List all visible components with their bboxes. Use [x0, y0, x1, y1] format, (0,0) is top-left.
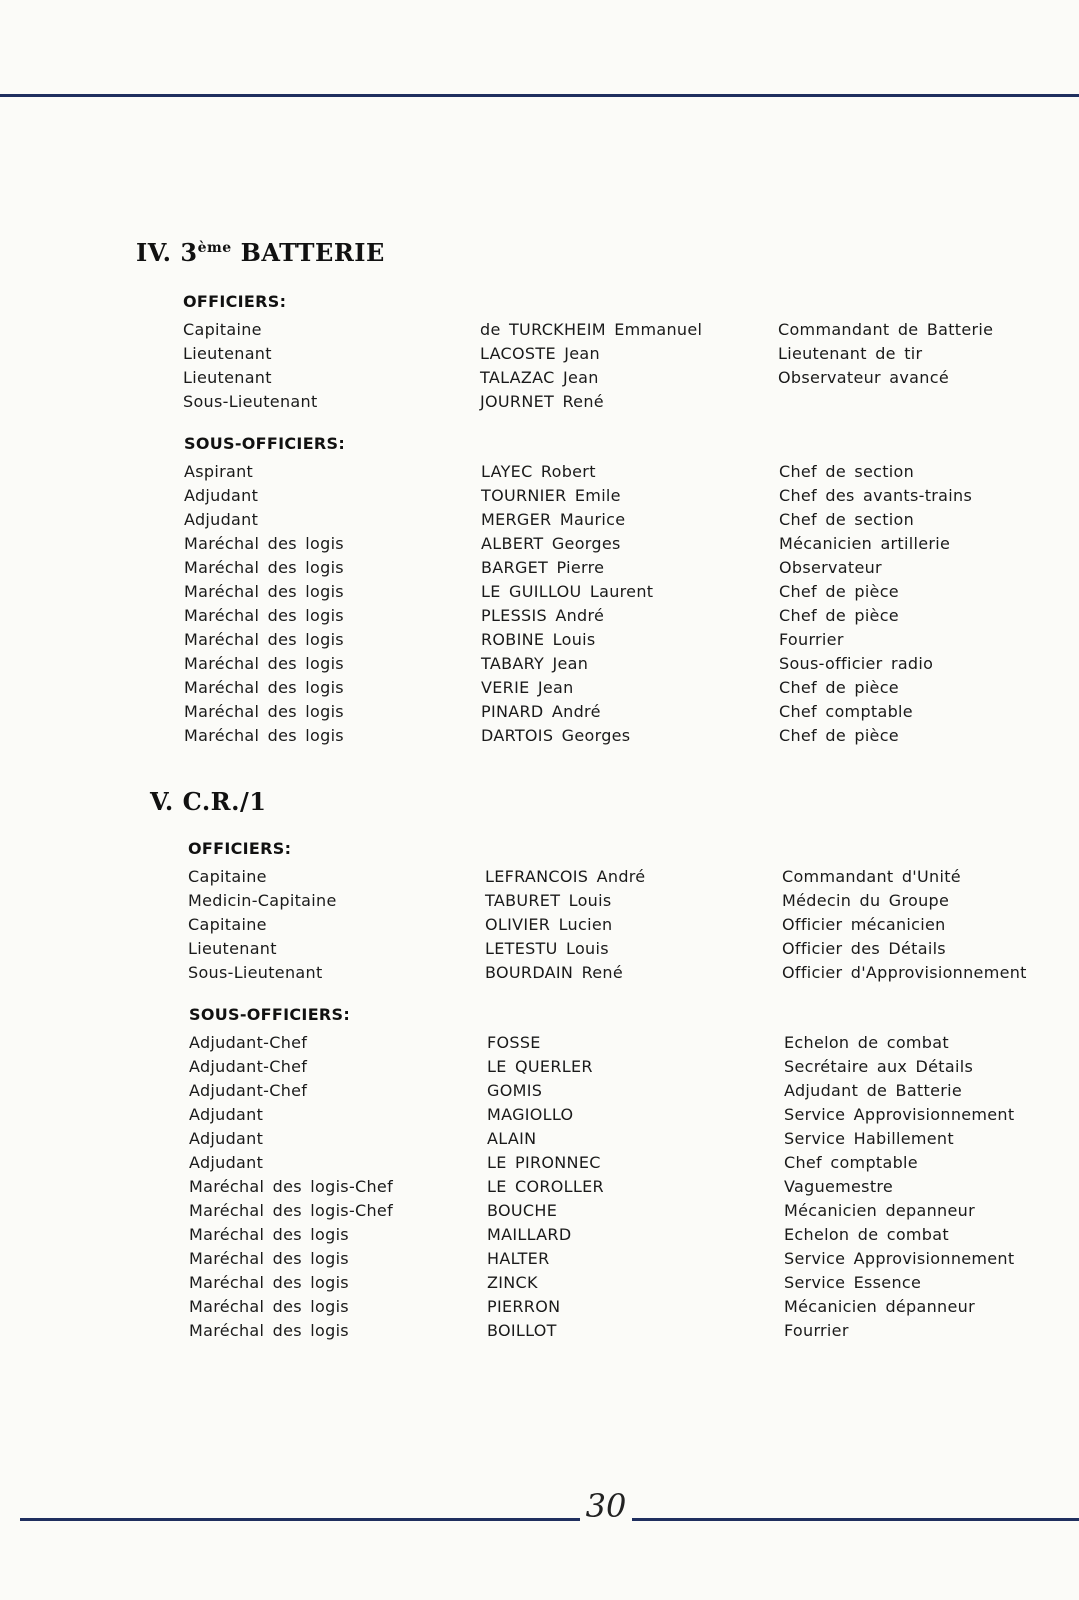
role-cell: Fourrier — [779, 630, 844, 649]
role-cell: Chef de pièce — [779, 726, 899, 745]
rank-cell: Adjudant-Chef — [189, 1081, 308, 1100]
role-cell: Secrétaire aux Détails — [784, 1057, 974, 1076]
name-cell: ROBINE Louis — [481, 630, 596, 649]
role-cell: Médecin du Groupe — [782, 891, 950, 910]
role-cell: Service Essence — [784, 1273, 922, 1292]
name-cell: MAGIOLLO — [487, 1105, 574, 1124]
sous-officiers-heading: SOUS-OFFICIERS: — [189, 1005, 351, 1024]
name-column — [487, 1031, 604, 1343]
name-cell: JOURNET René — [480, 392, 604, 411]
role-cell: Fourrier — [784, 1321, 849, 1340]
role-cell: Commandant de Batterie — [778, 320, 994, 339]
name-cell: LE COROLLER — [487, 1177, 604, 1196]
rank-cell: Lieutenant — [188, 939, 277, 958]
rank-cell: Capitaine — [188, 915, 267, 934]
name-cell: HALTER — [487, 1249, 550, 1268]
rank-cell: Maréchal des logis — [189, 1273, 349, 1292]
footer-rule-left — [20, 1518, 580, 1521]
section-title-text: BATTERIE — [240, 238, 385, 267]
name-cell: LE GUILLOU Laurent — [481, 582, 654, 601]
name-cell: LACOSTE Jean — [480, 344, 600, 363]
rank-column — [189, 1031, 393, 1343]
name-cell: TOURNIER Emile — [481, 486, 621, 505]
rank-cell: Medicin-Capitaine — [188, 891, 337, 910]
rank-cell: Maréchal des logis-Chef — [189, 1201, 394, 1220]
sous-officiers-heading: SOUS-OFFICIERS: — [184, 434, 346, 453]
role-cell: Observateur avancé — [778, 368, 949, 387]
role-cell: Chef de pièce — [779, 678, 899, 697]
section-title-v — [150, 787, 266, 816]
rank-cell: Adjudant-Chef — [189, 1057, 308, 1076]
rank-cell: Adjudant — [189, 1105, 264, 1124]
role-cell: Chef des avants-trains — [779, 486, 973, 505]
rank-cell: Maréchal des logis — [184, 702, 344, 721]
rank-cell: Aspirant — [184, 462, 254, 481]
role-column — [784, 1031, 1014, 1343]
rank-cell: Maréchal des logis — [184, 582, 344, 601]
role-cell: Chef comptable — [779, 702, 913, 721]
rank-cell: Lieutenant — [183, 368, 272, 387]
name-cell: MAILLARD — [487, 1225, 572, 1244]
name-cell: PLESSIS André — [481, 606, 605, 625]
name-cell: PINARD André — [481, 702, 601, 721]
name-cell: ZINCK — [487, 1273, 538, 1292]
rank-cell: Sous-Lieutenant — [188, 963, 323, 982]
name-cell: LE QUERLER — [487, 1057, 593, 1076]
top-rule — [0, 94, 1079, 97]
rank-cell: Maréchal des logis — [189, 1225, 349, 1244]
section-numeral: IV. — [136, 238, 172, 267]
name-cell: PIERRON — [487, 1297, 561, 1316]
rank-cell: Sous-Lieutenant — [183, 392, 318, 411]
name-cell: OLIVIER Lucien — [485, 915, 613, 934]
officiers-heading: OFFICIERS: — [183, 292, 287, 311]
rank-cell: Adjudant — [189, 1153, 264, 1172]
page-number: 30 — [585, 1487, 627, 1525]
name-cell: DARTOIS Georges — [481, 726, 631, 745]
name-cell: LEFRANCOIS André — [485, 867, 646, 886]
rank-column — [183, 318, 318, 414]
rank-cell: Maréchal des logis — [189, 1321, 349, 1340]
role-cell: Mécanicien dépanneur — [784, 1297, 975, 1316]
rank-cell: Maréchal des logis — [184, 534, 344, 553]
name-cell: GOMIS — [487, 1081, 543, 1100]
rank-cell: Maréchal des logis — [189, 1249, 349, 1268]
section-title-superscript: ème — [197, 240, 232, 256]
footer-rule-right — [632, 1518, 1079, 1521]
name-cell: BARGET Pierre — [481, 558, 605, 577]
rank-cell: Maréchal des logis — [184, 726, 344, 745]
role-cell: Echelon de combat — [784, 1033, 949, 1052]
name-cell: ALBERT Georges — [481, 534, 621, 553]
name-cell: ALAIN — [487, 1129, 537, 1148]
rank-column — [184, 460, 344, 748]
name-cell: de TURCKHEIM Emmanuel — [480, 320, 703, 339]
officiers-heading: OFFICIERS: — [188, 839, 292, 858]
rank-cell: Adjudant — [184, 510, 259, 529]
role-cell: Chef de section — [779, 510, 915, 529]
role-cell: Echelon de combat — [784, 1225, 949, 1244]
rank-cell: Maréchal des logis — [184, 678, 344, 697]
rank-cell: Maréchal des logis — [184, 558, 344, 577]
role-cell: Officier mécanicien — [782, 915, 946, 934]
name-cell: TABURET Louis — [485, 891, 612, 910]
name-cell: BOILLOT — [487, 1321, 557, 1340]
role-cell: Officier des Détails — [782, 939, 946, 958]
role-cell: Officier d'Approvisionnement — [782, 963, 1027, 982]
role-column — [782, 865, 1027, 985]
role-cell: Chef de pièce — [779, 606, 899, 625]
section-title-number: 3 — [180, 238, 198, 267]
rank-cell: Adjudant — [184, 486, 259, 505]
role-cell: Mécanicien artillerie — [779, 534, 951, 553]
role-cell: Commandant d'Unité — [782, 867, 961, 886]
role-cell: Service Approvisionnement — [784, 1249, 1015, 1268]
role-cell: Vaguemestre — [784, 1177, 894, 1196]
role-cell: Chef de section — [779, 462, 915, 481]
role-cell: Service Approvisionnement — [784, 1105, 1015, 1124]
role-cell: Lieutenant de tir — [778, 344, 923, 363]
name-cell: MERGER Maurice — [481, 510, 626, 529]
name-cell: LETESTU Louis — [485, 939, 609, 958]
rank-cell: Maréchal des logis-Chef — [189, 1177, 394, 1196]
rank-cell: Maréchal des logis — [184, 630, 344, 649]
name-cell: LAYEC Robert — [481, 462, 596, 481]
name-column — [485, 865, 645, 985]
name-column — [481, 460, 653, 748]
name-cell: VERIE Jean — [481, 678, 574, 697]
role-column — [779, 460, 972, 748]
role-cell: Mécanicien depanneur — [784, 1201, 975, 1220]
rank-cell: Maréchal des logis — [184, 606, 344, 625]
rank-cell: Adjudant-Chef — [189, 1033, 308, 1052]
role-cell: Chef comptable — [784, 1153, 918, 1172]
name-cell: BOUCHE — [487, 1201, 558, 1220]
name-cell: TALAZAC Jean — [480, 368, 599, 387]
role-cell: Observateur — [779, 558, 882, 577]
rank-cell: Capitaine — [188, 867, 267, 886]
rank-cell: Lieutenant — [183, 344, 272, 363]
rank-cell: Adjudant — [189, 1129, 264, 1148]
name-column — [480, 318, 702, 414]
role-cell: Sous-officier radio — [779, 654, 934, 673]
rank-cell: Maréchal des logis — [189, 1297, 349, 1316]
name-cell: LE PIRONNEC — [487, 1153, 601, 1172]
role-column — [778, 318, 993, 414]
section-title-iv — [136, 238, 385, 267]
rank-cell: Capitaine — [183, 320, 262, 339]
name-cell: TABARY Jean — [481, 654, 589, 673]
name-cell: BOURDAIN René — [485, 963, 624, 982]
rank-cell: Maréchal des logis — [184, 654, 344, 673]
role-cell: Chef de pièce — [779, 582, 899, 601]
name-cell: FOSSE — [487, 1033, 541, 1052]
role-cell: Adjudant de Batterie — [784, 1081, 962, 1100]
rank-column — [188, 865, 337, 985]
section-numeral: V. — [150, 787, 174, 816]
role-cell — [778, 390, 993, 414]
section-title-text: C.R./1 — [182, 787, 267, 816]
role-cell: Service Habillement — [784, 1129, 954, 1148]
